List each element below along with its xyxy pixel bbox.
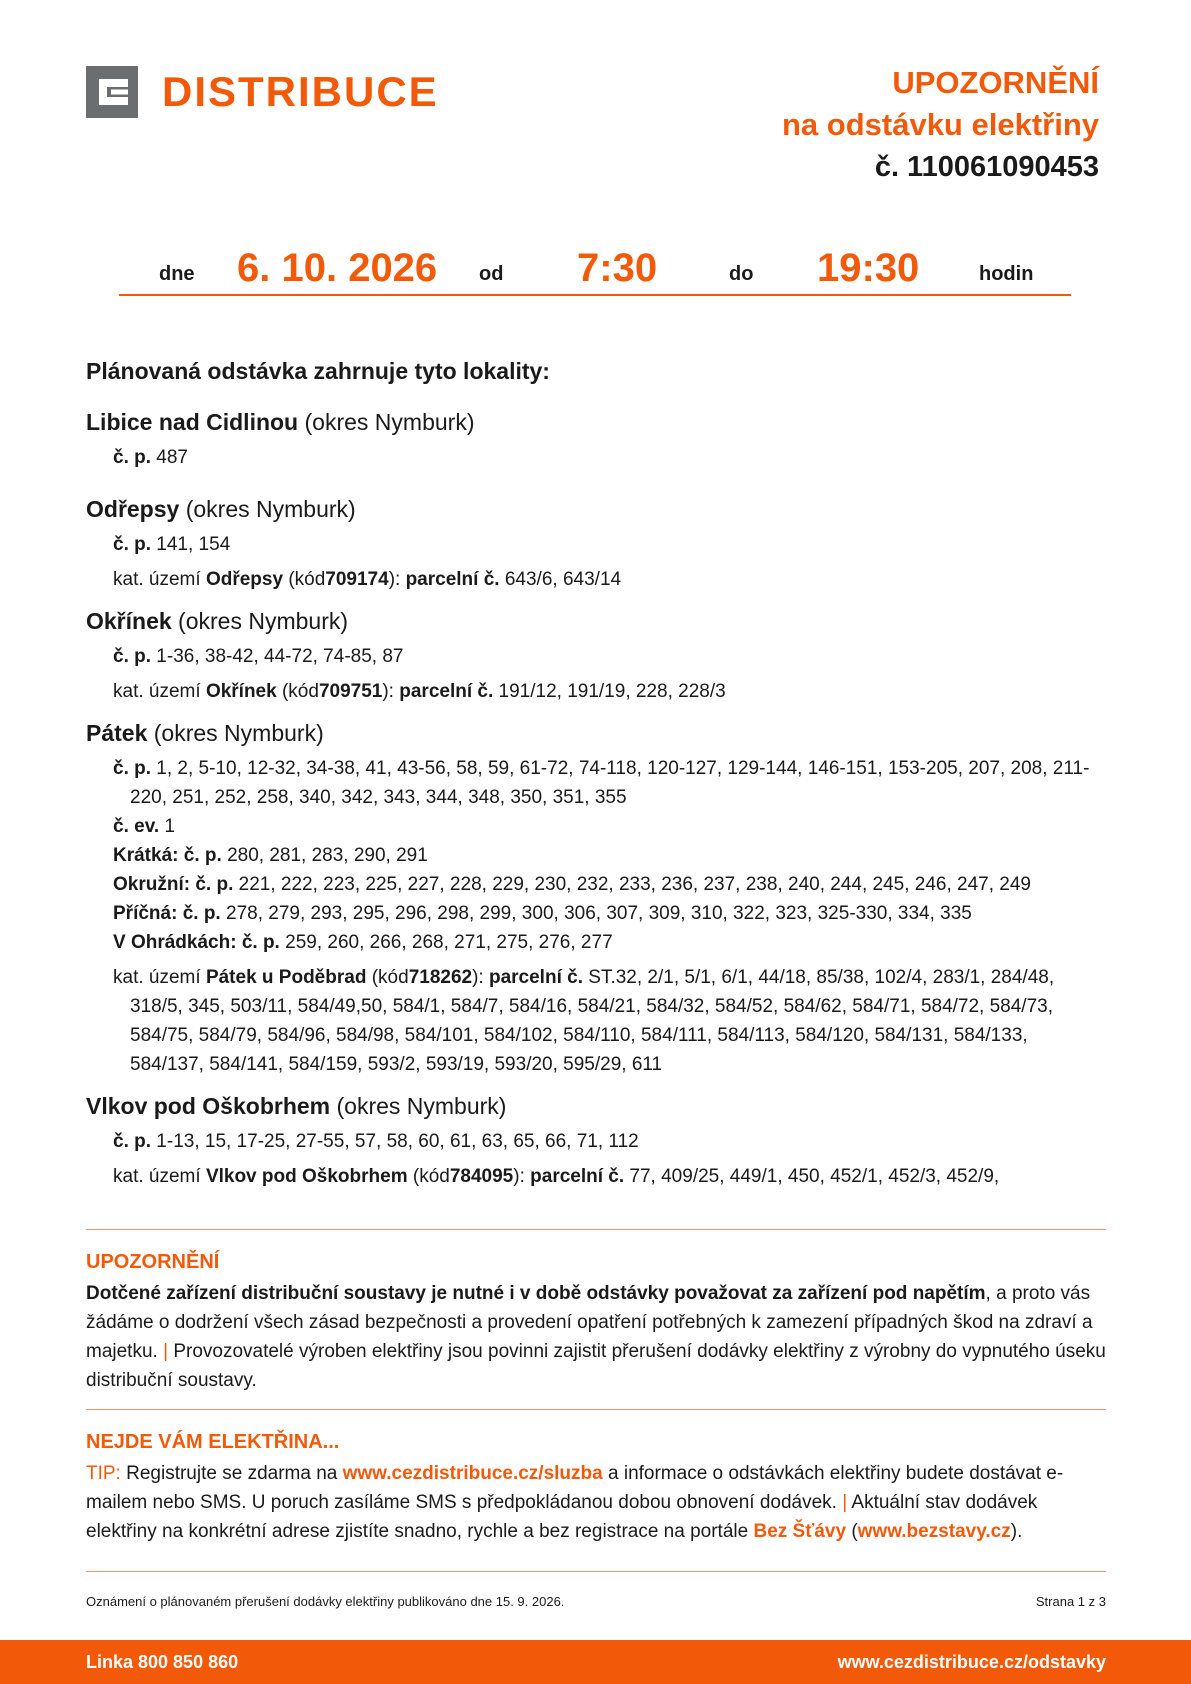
paren-close: ). <box>1010 1521 1023 1542</box>
cp-label: č. p. <box>241 932 280 953</box>
house-numbers-row <box>86 443 1106 472</box>
no-power-text-3: Aktuální stav dodávek elektřiny na konkrétní adrese zjistíte snadno, rychle a bez registrace na portále <box>86 1492 1038 1542</box>
kod-prefix: (kód <box>281 681 319 702</box>
cadastral-row <box>86 677 1106 706</box>
house-numbers: 1-13, 15, 17-25, 27-55, 57, 58, 60, 61, 63, 65, 66, 71, 112 <box>156 1131 639 1152</box>
house-numbers-row <box>86 530 1106 559</box>
cp-label: č. p. <box>113 646 152 667</box>
no-power-box <box>86 1428 1106 1546</box>
street-name: Příčná: <box>113 903 178 924</box>
cp-label: č. p. <box>195 874 234 895</box>
location-name: Okřínek <box>86 608 172 634</box>
no-power-text <box>86 1459 1106 1546</box>
cp-label: č. p. <box>113 447 152 468</box>
street-numbers: 278, 279, 293, 295, 296, 298, 299, 300, 306, 307, 309, 310, 322, 323, 325-330, 334, 335 <box>226 903 972 924</box>
hours-label: hodin <box>979 263 1034 285</box>
street-name: V Ohrádkách: <box>113 932 237 953</box>
street-name: Krátká: <box>113 845 179 866</box>
warning-bold-text: Dotčené zařízení distribuční soustavy je nutné i v době odstávky považovat za zařízení pod napětím <box>86 1283 986 1304</box>
brand-name: DISTRIBUCE <box>162 68 439 115</box>
to-label: do <box>729 263 754 285</box>
location-district: (okres Nymburk) <box>304 409 475 435</box>
house-numbers: 487 <box>156 447 188 468</box>
cp-label: č. p. <box>113 758 152 779</box>
outages-link[interactable]: www.cezdistribuce.cz/odstavky <box>837 1652 1106 1672</box>
house-numbers: 1-36, 38-42, 44-72, 74-85, 87 <box>156 646 404 667</box>
separator: | <box>163 1341 169 1362</box>
outage-start-time: 7:30 <box>577 246 658 290</box>
evidence-numbers: 1 <box>164 816 175 837</box>
paren-open: ( <box>851 1521 858 1542</box>
kat-prefix: kat. území <box>113 1166 201 1187</box>
kod-value: 784095 <box>449 1166 514 1187</box>
location-name: Vlkov pod Oškobrhem <box>86 1093 331 1119</box>
location-block <box>86 606 1106 706</box>
cp-label: č. p. <box>113 534 152 555</box>
no-power-title: NEJDE VÁM ELEKTŘINA... <box>86 1431 340 1453</box>
locations-section <box>86 358 1106 1201</box>
location-name: Pátek <box>86 720 148 746</box>
warning-text <box>86 1279 1106 1395</box>
street-row <box>86 870 1106 899</box>
cadastral-row <box>86 565 1106 594</box>
kat-name: Okřínek <box>205 681 277 702</box>
kat-prefix: kat. území <box>113 967 201 988</box>
registration-link[interactable]: www.cezdistribuce.cz/sluzba <box>342 1463 603 1484</box>
divider <box>86 1571 1106 1572</box>
cadastral-row <box>86 963 1106 1079</box>
parcel-label: parcelní č. <box>399 681 494 702</box>
kod-value: 709751 <box>318 681 383 702</box>
location-heading <box>86 718 1106 748</box>
hotline: Linka 800 850 860 <box>86 1652 239 1672</box>
cp-label: č. p. <box>183 845 222 866</box>
divider <box>86 1229 1106 1230</box>
bezstavy-link[interactable]: www.bezstavy.cz <box>857 1521 1011 1542</box>
kod-suffix: ): <box>382 681 394 702</box>
notice-number: č. 110061090453 <box>874 151 1099 183</box>
parcel-numbers: ST.32, 2/1, 5/1, 6/1, 44/18, 85/38, 102/4, 283/1, 284/48, 318/5, 345, 503/11, 584/49,50, 584/1, 584/7, 584/16, 584/21, 584/32, 584/52, 584/62, 584/71, 584/72, 584/73, 584/75, 584/79, 584/96, 584/98, 584/101, 584/102, 584/110, 584/111, 584/113, 584/120, 584/131, 584/133, 584/137, 584/141, 584/159, 593/2, 593/19, 593/20, 595/29, 611 <box>130 967 1055 1075</box>
location-name: Libice nad Cidlinou <box>86 409 299 435</box>
evidence-numbers-row <box>86 812 1106 841</box>
kod-value: 709174 <box>325 569 389 590</box>
kod-suffix: ): <box>513 1166 525 1187</box>
portal-name: Bez Šťávy <box>753 1521 847 1542</box>
street-numbers: 280, 281, 283, 290, 291 <box>227 845 428 866</box>
cadastral-row <box>86 1162 1106 1191</box>
page-number: Strana 1 z 3 <box>1035 1594 1106 1609</box>
kat-name: Odřepsy <box>205 569 284 590</box>
warning-box <box>86 1248 1106 1395</box>
cez-logo-icon <box>86 66 138 118</box>
location-block <box>86 1091 1106 1191</box>
location-heading <box>86 407 1106 437</box>
street-row <box>86 928 1106 957</box>
kod-prefix: (kód <box>288 569 326 590</box>
no-power-text-1: Registrujte se zdarma na <box>126 1463 338 1484</box>
from-label: od <box>479 263 504 285</box>
parcel-label: parcelní č. <box>488 967 583 988</box>
kat-prefix: kat. území <box>113 569 201 590</box>
cp-label: č. p. <box>182 903 221 924</box>
location-district: (okres Nymburk) <box>336 1093 507 1119</box>
warning-text-2: Provozovatelé výroben elektřiny jsou povinni zajistit přerušení dodávky elektřiny z výrobny do vypnutého úseku distribuční soustavy. <box>86 1341 1106 1391</box>
location-block <box>86 407 1106 472</box>
parcel-numbers: 77, 409/25, 449/1, 450, 452/1, 452/3, 452/9, <box>629 1166 1000 1187</box>
location-district: (okres Nymburk) <box>178 608 349 634</box>
locations-title: Plánovaná odstávka zahrnuje tyto lokality: <box>86 358 550 384</box>
notice-heading <box>782 62 1099 188</box>
parcel-label: parcelní č. <box>405 569 500 590</box>
location-heading <box>86 1091 1106 1121</box>
kat-name: Pátek u Poděbrad <box>205 967 367 988</box>
date-label: dne <box>159 263 195 285</box>
location-heading <box>86 494 1106 524</box>
parcel-numbers: 643/6, 643/14 <box>504 569 622 590</box>
divider <box>86 1409 1106 1410</box>
kod-prefix: (kód <box>412 1166 450 1187</box>
house-numbers-row <box>86 754 1106 812</box>
notice-subtitle: na odstávku elektřiny <box>781 107 1099 142</box>
warning-text-1: , a proto vás žádáme o dodržení všech zásad bezpečnosti a provedení opatření potřebných k zamezení případných škod na zdraví a majetku. <box>86 1283 1093 1362</box>
location-block <box>86 494 1106 594</box>
parcel-numbers: 191/12, 191/19, 228, 228/3 <box>498 681 726 702</box>
footer-bar <box>0 1640 1191 1684</box>
kat-prefix: kat. území <box>113 681 201 702</box>
kod-suffix: ): <box>388 569 401 590</box>
tip-label: TIP: <box>86 1463 121 1484</box>
street-name: Okružní: <box>113 874 191 895</box>
street-numbers: 259, 260, 266, 268, 271, 275, 276, 277 <box>285 932 613 953</box>
notice-title: UPOZORNĚNÍ <box>892 65 1099 100</box>
location-heading <box>86 606 1106 636</box>
house-numbers-row <box>86 1127 1106 1156</box>
location-name: Odřepsy <box>86 496 180 522</box>
house-numbers: 1, 2, 5-10, 12-32, 34-38, 41, 43-56, 58, 59, 61-72, 74-118, 120-127, 129-144, 146-151, 153-205, 207, 208, 211-220, 251, 252, 258, 340, 342, 343, 344, 348, 350, 351, 355 <box>130 758 1090 808</box>
cp-label: č. p. <box>113 1131 152 1152</box>
ev-label: č. ev. <box>113 816 160 837</box>
street-row <box>86 841 1106 870</box>
street-row <box>86 899 1106 928</box>
kod-value: 718262 <box>408 967 473 988</box>
location-district: (okres Nymburk) <box>185 496 356 522</box>
kod-prefix: (kód <box>371 967 409 988</box>
outage-date: 6. 10. 2026 <box>237 246 438 290</box>
brand-logo <box>86 66 439 118</box>
kat-name: Vlkov pod Oškobrhem <box>205 1166 408 1187</box>
location-district: (okres Nymburk) <box>153 720 324 746</box>
separator: | <box>842 1492 848 1513</box>
parcel-label: parcelní č. <box>530 1166 625 1187</box>
street-numbers: 221, 222, 223, 225, 227, 228, 229, 230, 232, 233, 236, 237, 238, 240, 244, 245, 246, 247, 249 <box>238 874 1031 895</box>
location-block <box>86 718 1106 1079</box>
warning-title: UPOZORNĚNÍ <box>86 1251 220 1273</box>
outage-end-time: 19:30 <box>817 246 920 290</box>
kod-suffix: ): <box>472 967 484 988</box>
schedule-line <box>119 244 1071 296</box>
house-numbers: 141, 154 <box>156 534 231 555</box>
house-numbers-row <box>86 642 1106 671</box>
publication-note: Oznámení o plánovaném přerušení dodávky elektřiny publikováno dne 15. 9. 2026. <box>86 1594 565 1609</box>
no-power-text-2: a informace o odstávkách elektřiny budete dostávat e-mailem nebo SMS. U poruch zasíláme SMS s předpokládanou dobou obnovení dodávek. <box>86 1463 1064 1513</box>
